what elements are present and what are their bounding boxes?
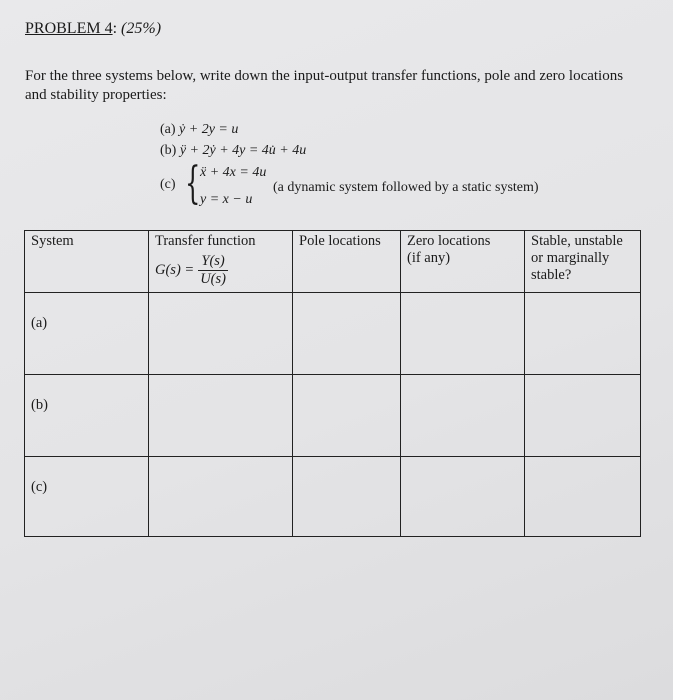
row-label-c: (c) [25,457,149,537]
row-label-b: (b) [25,375,149,457]
cell-a-poles[interactable] [293,293,401,375]
system-a-tag: (a) [160,122,176,137]
cell-b-stability[interactable] [525,375,641,457]
problem-instructions: For the three systems below, write down the input-output transfer functions, pole and zero locations and stability properties: [25,68,624,103]
answer-table [24,230,641,537]
cell-c-stability[interactable] [525,457,641,537]
cell-b-zeros[interactable] [401,375,525,457]
gs-numerator: Y(s) [198,253,227,271]
system-a-statement [160,122,238,138]
system-c-equation-1: ẍ + 4x = 4u [200,165,267,180]
system-c-tag: (c) [160,177,176,192]
header-system: System [25,231,149,293]
header-transfer-label: Transfer function [155,233,256,249]
cell-c-poles[interactable] [293,457,401,537]
system-c-note: (a dynamic system followed by a static system) [273,180,539,195]
gs-label: G(s) = [155,262,195,278]
system-b-statement [160,143,306,159]
header-pole-locations: Pole locations [293,231,401,293]
system-c-equation-2: y = x − u [200,192,253,207]
row-label-a: (a) [25,293,149,375]
problem-label: PROBLEM 4 [25,20,113,37]
cell-c-zeros[interactable] [401,457,525,537]
transfer-function-formula [155,253,286,288]
problem-colon: : [112,20,118,37]
table-row-b [25,375,641,457]
header-stability: Stable, unstable or marginally stable? [525,231,641,293]
problem-title [25,20,161,38]
header-transfer-function [149,231,293,293]
cell-a-zeros[interactable] [401,293,525,375]
table-row-a [25,293,641,375]
gs-fraction [197,253,229,288]
system-c-brace: { [185,158,201,209]
system-b-equation: ÿ + 2ẏ + 4y = 4u̇ + 4u [179,143,307,158]
cell-c-transfer[interactable] [149,457,293,537]
problem-weight: (25%) [121,20,162,37]
header-zero-label: Zero locations [407,233,491,249]
gs-denominator: U(s) [200,271,226,287]
table-row-c [25,457,641,537]
system-b-tag: (b) [160,143,177,158]
header-zero-sublabel: (if any) [407,250,451,266]
cell-b-poles[interactable] [293,375,401,457]
table-header-row [25,231,641,293]
cell-a-transfer[interactable] [149,293,293,375]
cell-a-stability[interactable] [525,293,641,375]
cell-b-transfer[interactable] [149,375,293,457]
header-zero-locations [401,231,525,293]
system-a-equation: ẏ + 2y = u [179,122,239,137]
